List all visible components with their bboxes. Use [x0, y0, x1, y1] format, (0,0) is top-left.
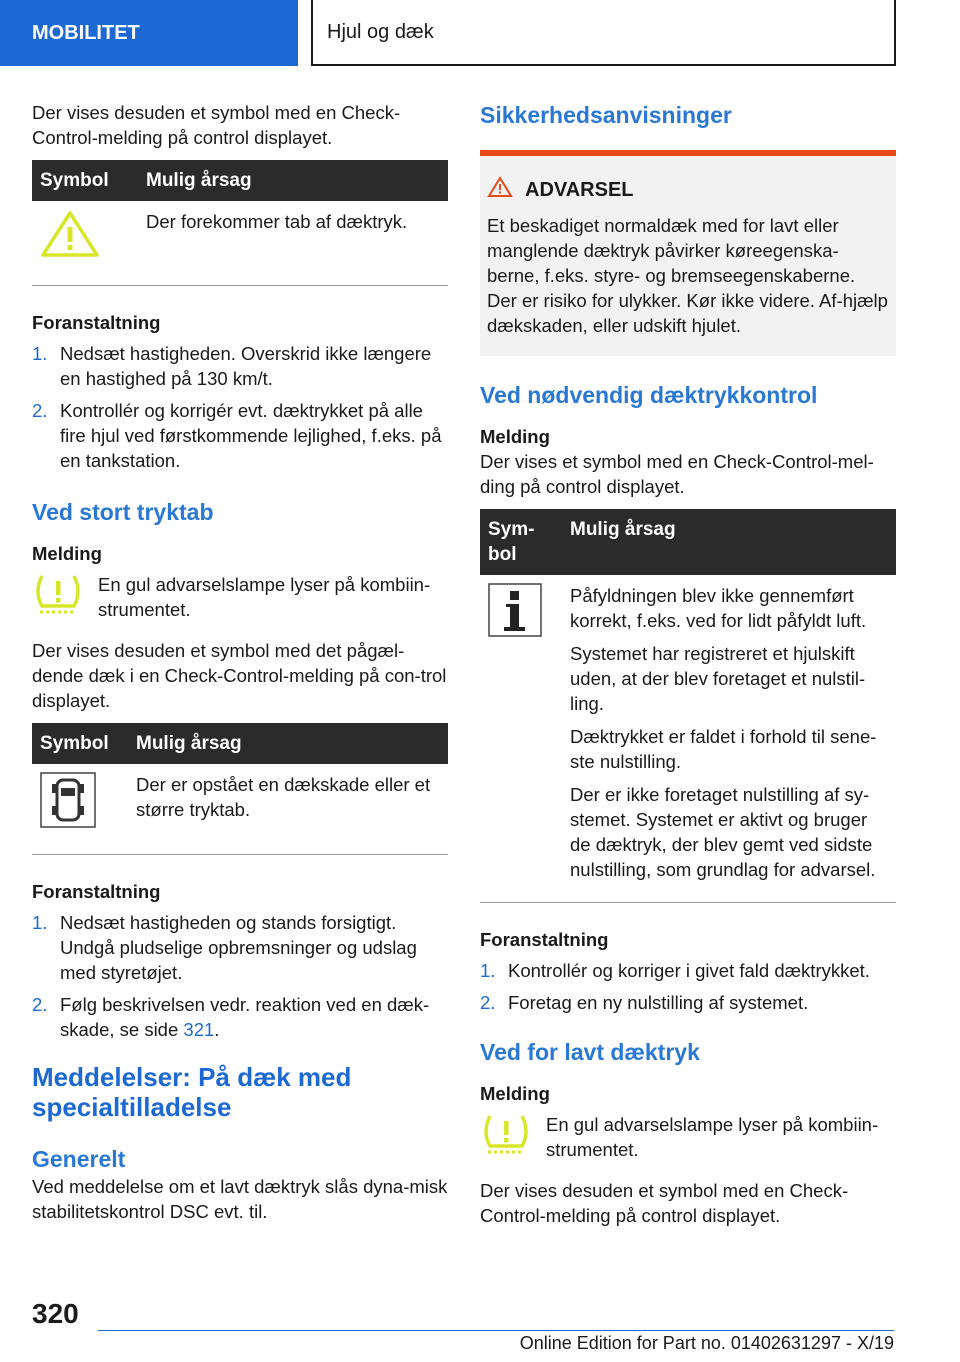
measures-list: [480, 958, 896, 1015]
warning-title: ADVARSEL: [525, 179, 634, 201]
step-text: Foretag en ny nulstilling af systemet.: [508, 992, 809, 1013]
final-text: Der vises desuden et symbol med en Check-Control-melding på control displayet.: [480, 1180, 849, 1226]
table-header-cause: Mulig årsag: [562, 509, 896, 575]
step-text: Kontrollér og korrigér evt. dæktrykket på alle fire hjul ved førstkommende lejlighed, f.eks. på en tankstation.: [60, 400, 442, 471]
table-header-symbol: Symbol: [32, 160, 138, 201]
cause-text: Systemet har registreret et hjulskift uden, at der blev foretaget et nulstil-ling.: [570, 643, 866, 714]
step-text: Nedsæt hastigheden. Overskrid ikke længere en hastighed på 130 km/t.: [60, 343, 432, 389]
table-header-cause: Mulig årsag: [138, 160, 448, 201]
list-item: [32, 910, 448, 985]
info-icon: [480, 575, 562, 903]
list-item: [480, 990, 896, 1015]
lamp-text: En gul advarselslampe lyser på kombiin-strumentet.: [546, 1114, 879, 1160]
cause-text: Påfyldningen blev ikke gennemført korrekt, f.eks. ved for lidt påfyldt luft.: [570, 585, 867, 631]
warning-triangle-icon: [32, 201, 138, 286]
melding-label: Melding: [480, 426, 550, 447]
list-item: [32, 992, 448, 1042]
measures-label: Foranstaltning: [480, 929, 609, 950]
table-header-symbol: Sym-bol: [480, 509, 562, 575]
heading-lavt: Ved for lavt dæktryk: [480, 1039, 700, 1065]
table-cell-cause: Der forekommer tab af dæktryk.: [138, 201, 448, 286]
lamp-row: [480, 1112, 896, 1164]
warning-title-row: [487, 176, 888, 205]
table-row: [32, 764, 448, 855]
chapter-title: Hjul og dæk: [327, 20, 434, 43]
heading-noedvendig: Ved nødvendig dæktrykkontrol: [480, 382, 818, 408]
measures-list: [32, 910, 448, 1042]
melding-label: Melding: [480, 1083, 550, 1104]
chapter-header: [311, 0, 896, 66]
heading-meddelelser: Meddelelser: På dæk med specialtilladelse: [32, 1062, 352, 1122]
melding-text: Der vises et symbol med en Check-Control-mel-ding på control displayet.: [480, 451, 874, 497]
paragraph: Der vises desuden et symbol med det pågæl-dende dæk i en Check-Control-melding på con-trol displayet.: [32, 640, 447, 711]
lamp-text: En gul advarselslampe lyser på kombiin-strumentet.: [98, 574, 431, 620]
tire-pressure-lamp-icon: [480, 1112, 532, 1164]
measures-label: Foranstaltning: [32, 881, 161, 902]
footer-divider: [98, 1330, 894, 1331]
page-link[interactable]: 321: [183, 1019, 215, 1040]
heading-generelt: Generelt: [32, 1146, 126, 1172]
intro-text: Der vises desuden et symbol med en Check-Control-melding på control displayet.: [32, 102, 401, 148]
table-header-symbol: Symbol: [32, 723, 128, 764]
car-tire-damage-icon: [32, 764, 128, 855]
table-row: [480, 575, 896, 903]
step-text: Nedsæt hastigheden og stands forsigtigt. Undgå pludselige opbremsninger og udslag med styretøjet.: [60, 912, 417, 983]
cause-text: Der er ikke foretaget nulstilling af sy-stemet. Systemet er aktivt og bruger de dæktryk, der blev gemt ved sidste nulstilling, som grundlag for advarsel.: [570, 784, 876, 880]
symbol-table: [480, 509, 896, 903]
table-header-cause: Mulig årsag: [128, 723, 448, 764]
step-text: Følg beskrivelsen vedr. reaktion ved en dæk-skade, se side 321.: [60, 994, 430, 1040]
step-number: 1.: [32, 343, 48, 364]
symbol-table: [32, 160, 448, 286]
step-number: 1.: [480, 960, 496, 981]
left-column: [32, 100, 448, 1224]
section-tab: [0, 0, 298, 66]
page-number: 320: [32, 1298, 79, 1329]
melding-label: Melding: [32, 543, 102, 564]
warning-triangle-icon: [487, 176, 513, 205]
measures-list: [32, 341, 448, 473]
list-item: [32, 341, 448, 391]
list-item: [32, 398, 448, 473]
step-number: 2.: [32, 400, 48, 421]
measures-label: Foranstaltning: [32, 312, 161, 333]
generelt-text: Ved meddelelse om et lavt dæktryk slås dyna-misk stabilitetskontrol DSC evt. til.: [32, 1176, 448, 1222]
warning-text: Et beskadiget normaldæk med for lavt eller manglende dæktryk påvirker køreegenska-berne, f.eks. styre- og bremseegenskaberne. Der er risiko for ulykker. Kør ikke videre. Af-hjælp dækskaden, eller udskift hjulet.: [487, 215, 888, 336]
step-number: 2.: [32, 994, 48, 1015]
tire-pressure-lamp-icon: [32, 572, 84, 624]
heading-sikkerhed: Sikkerhedsanvisninger: [480, 102, 732, 128]
lamp-row: [32, 572, 448, 624]
edition-text: Online Edition for Part no. 01402631297 - X/19: [519, 1333, 894, 1353]
section-title: MOBILITET: [32, 21, 140, 44]
warning-box: [480, 150, 896, 356]
symbol-table: [32, 723, 448, 855]
step-number: 2.: [480, 992, 496, 1013]
right-column: [480, 100, 896, 1228]
table-row: [32, 201, 448, 286]
table-cell-cause: Der er opstået en dækskade eller et større tryktab.: [128, 764, 448, 855]
cause-text: Dæktrykket er faldet i forhold til sene-ste nulstilling.: [570, 726, 877, 772]
step-text: Kontrollér og korriger i givet fald dæktrykket.: [508, 960, 870, 981]
heading-stort-tryktab: Ved stort tryktab: [32, 499, 214, 525]
list-item: [480, 958, 896, 983]
table-cell-cause: [562, 575, 896, 903]
step-number: 1.: [32, 912, 48, 933]
